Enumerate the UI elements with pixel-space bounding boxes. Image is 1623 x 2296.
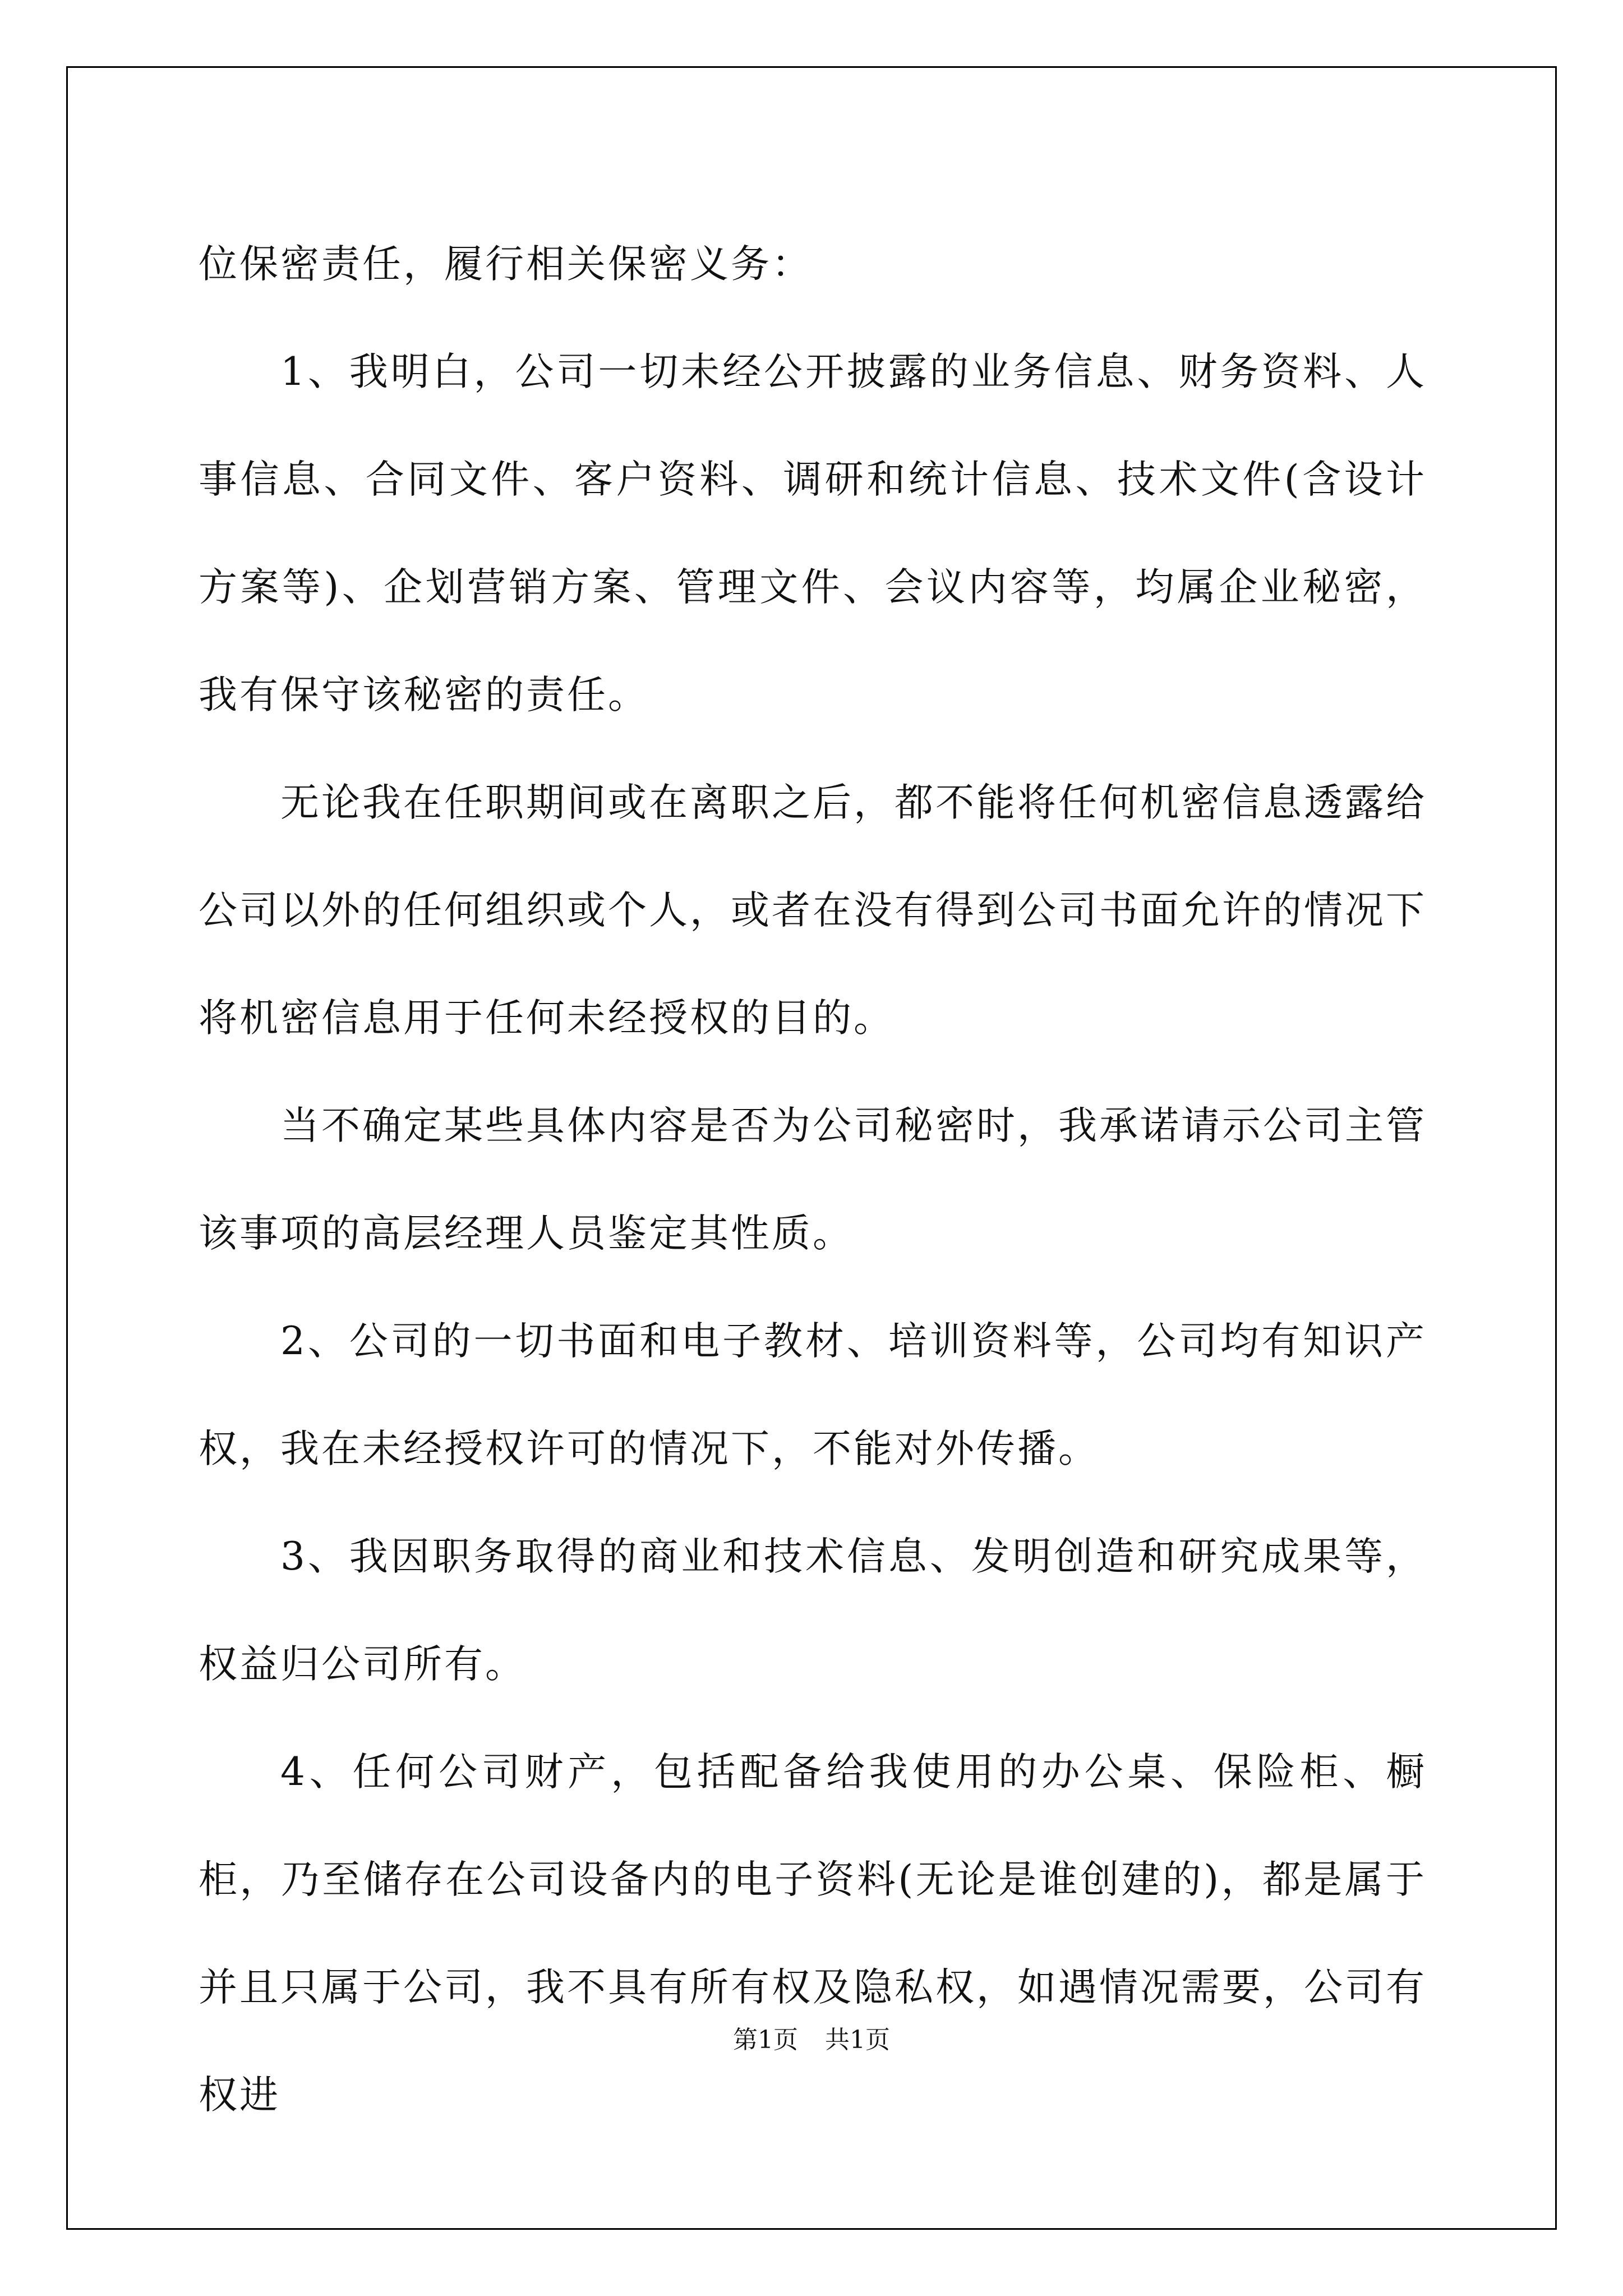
document-body	[199, 210, 1427, 2149]
page-footer	[0, 2019, 1623, 2055]
paragraph-item-4: 4、任何公司财产，包括配备给我使用的办公桌、保险柜、橱柜，乃至储存在公司设备内的电子资料(无论是谁创建的)，都是属于并且只属于公司，我不具有所有权及隐私权，如遇情况需要，公司有权进	[199, 1750, 1427, 2118]
paragraph-continued: 位保密责任，履行相关保密义务：	[199, 242, 813, 287]
paragraph-uncertain-content: 当不确定某些具体内容是否为公司秘密时，我承诺请示公司主管该事项的高层经理人员鉴定其性质。	[199, 1103, 1427, 1256]
paragraph-item-2: 2、公司的一切书面和电子教材、培训资料等，公司均有知识产权，我在未经授权许可的情况下，不能对外传播。	[199, 1319, 1427, 1471]
paragraph-confidentiality-duration: 无论我在任职期间或在离职之后，都不能将任何机密信息透露给公司以外的任何组织或个人，或者在没有得到公司书面允许的情况下将机密信息用于任何未经授权的目的。	[199, 780, 1427, 1041]
page-number: 第1页	[733, 2026, 798, 2054]
page-total: 共1页	[825, 2026, 890, 2054]
paragraph-item-3: 3、我因职务取得的商业和技术信息、发明创造和研究成果等，权益归公司所有。	[199, 1534, 1427, 1687]
paragraph-item-1: 1、我明白，公司一切未经公开披露的业务信息、财务资料、人事信息、合同文件、客户资料、调研和统计信息、技术文件(含设计方案等)、企划营销方案、管理文件、会议内容等，均属企业秘密，我有保守该秘密的责任。	[199, 349, 1427, 717]
